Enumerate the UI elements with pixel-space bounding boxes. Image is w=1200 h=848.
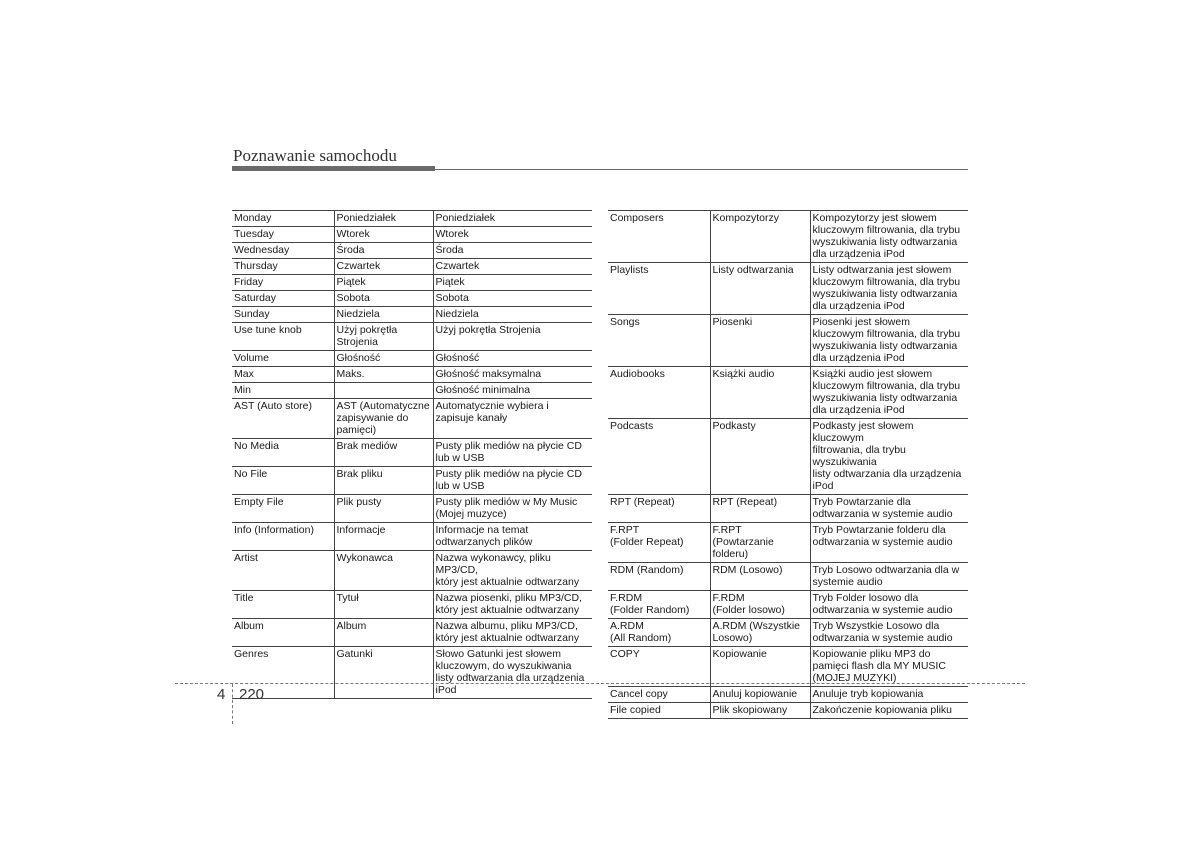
term-polish: Książki audio [710, 367, 810, 419]
term-english: Min [232, 383, 334, 399]
term-english: Songs [608, 315, 710, 367]
term-description: Tryb Wszystkie Losowo dla odtwarzania w systemie audio [810, 619, 968, 647]
term-polish: RPT (Repeat) [710, 495, 810, 523]
term-polish: A.RDM (Wszystkie Losowo) [710, 619, 810, 647]
term-polish: Wtorek [334, 227, 433, 243]
table-row [608, 211, 968, 263]
term-description: Tryb Powtarzanie dla odtwarzania w systemie audio [810, 495, 968, 523]
term-polish: RDM (Losowo) [710, 563, 810, 591]
term-english: No File [232, 467, 334, 495]
footer-divider [175, 683, 1025, 684]
term-english: No Media [232, 439, 334, 467]
term-description: Głośność minimalna [433, 383, 592, 399]
term-english: Use tune knob [232, 323, 334, 351]
term-english: F.RDM (Folder Random) [608, 591, 710, 619]
term-polish: AST (Automatyczne zapisywanie do pamięci) [334, 399, 433, 439]
terms-table-right [608, 210, 968, 719]
term-description: Sobota [433, 291, 592, 307]
terms-table-left [232, 210, 592, 699]
term-polish: Sobota [334, 291, 433, 307]
term-english: File copied [608, 703, 710, 719]
term-polish: Piosenki [710, 315, 810, 367]
term-description: Środa [433, 243, 592, 259]
table-row [608, 563, 968, 591]
term-english: A.RDM (All Random) [608, 619, 710, 647]
term-english: Podcasts [608, 419, 710, 495]
table-row [608, 703, 968, 719]
title-rule-thin [435, 169, 968, 170]
term-polish: Poniedziałek [334, 211, 433, 227]
term-description: Anuluje tryb kopiowania [810, 687, 968, 703]
term-polish: Listy odtwarzania [710, 263, 810, 315]
term-description: Informacje na temat odtwarzanych plików [433, 523, 592, 551]
term-polish: Wykonawca [334, 551, 433, 591]
term-description: Nazwa albumu, pliku MP3/CD, który jest aktualnie odtwarzany [433, 619, 592, 647]
title-rule-thick [232, 166, 435, 171]
term-english: COPY [608, 647, 710, 687]
table-row [232, 367, 592, 383]
term-description: Automatycznie wybiera i zapisuje kanały [433, 399, 592, 439]
table-row [232, 467, 592, 495]
term-english: AST (Auto store) [232, 399, 334, 439]
term-description: Głośność maksymalna [433, 367, 592, 383]
term-polish: Maks. [334, 367, 433, 383]
table-row [232, 399, 592, 439]
term-polish: Brak mediów [334, 439, 433, 467]
table-row [232, 495, 592, 523]
term-polish: Kopiowanie [710, 647, 810, 687]
term-description: Tryb Powtarzanie folderu dla odtwarzania w systemie audio [810, 523, 968, 563]
term-polish: Podkasty [710, 419, 810, 495]
term-english: Audiobooks [608, 367, 710, 419]
table-row [232, 351, 592, 367]
table-row [232, 591, 592, 619]
term-english: Album [232, 619, 334, 647]
term-polish [334, 383, 433, 399]
table-row [608, 619, 968, 647]
term-english: Title [232, 591, 334, 619]
term-english: Empty File [232, 495, 334, 523]
term-polish: Brak pliku [334, 467, 433, 495]
table-row [232, 619, 592, 647]
page-number: 220 [239, 686, 265, 703]
term-description: Nazwa wykonawcy, pliku MP3/CD, który jest aktualnie odtwarzany [433, 551, 592, 591]
term-description: Tryb Folder losowo dla odtwarzania w systemie audio [810, 591, 968, 619]
table-row [608, 315, 968, 367]
term-polish: Kompozytorzy [710, 211, 810, 263]
table-row [608, 263, 968, 315]
term-english: Genres [232, 647, 334, 699]
term-english: Composers [608, 211, 710, 263]
term-polish: Plik pusty [334, 495, 433, 523]
term-description: Poniedziałek [433, 211, 592, 227]
term-english: Saturday [232, 291, 334, 307]
table-row [232, 227, 592, 243]
table-row [608, 367, 968, 419]
term-english: Artist [232, 551, 334, 591]
term-polish: Czwartek [334, 259, 433, 275]
table-row [232, 551, 592, 591]
term-description: Podkasty jest słowem kluczowym filtrowania, dla trybu wyszukiwania listy odtwarzania dla urządzenia iPod [810, 419, 968, 495]
table-row [232, 211, 592, 227]
term-english: RDM (Random) [608, 563, 710, 591]
term-description: Wtorek [433, 227, 592, 243]
term-polish: Plik skopiowany [710, 703, 810, 719]
term-description: Piątek [433, 275, 592, 291]
table-row [232, 291, 592, 307]
term-description: Nazwa piosenki, pliku MP3/CD, który jest aktualnie odtwarzany [433, 591, 592, 619]
term-description: Pusty plik mediów w My Music (Mojej muzyce) [433, 495, 592, 523]
term-english: Cancel copy [608, 687, 710, 703]
table-row [608, 687, 968, 703]
table-row [232, 647, 592, 699]
term-polish: Anuluj kopiowanie [710, 687, 810, 703]
term-polish: Głośność [334, 351, 433, 367]
term-description: Użyj pokrętła Strojenia [433, 323, 592, 351]
term-english: RPT (Repeat) [608, 495, 710, 523]
term-polish: Użyj pokrętła Strojenia [334, 323, 433, 351]
chapter-number: 4 [217, 686, 226, 703]
term-description: Kopiowanie pliku MP3 do pamięci flash dla MY MUSIC (MOJEJ MUZYKI) [810, 647, 968, 687]
term-description: Pusty plik mediów na płycie CD lub w USB [433, 467, 592, 495]
table-row [608, 523, 968, 563]
term-polish: Piątek [334, 275, 433, 291]
term-english: Sunday [232, 307, 334, 323]
term-description: Zakończenie kopiowania pliku [810, 703, 968, 719]
term-polish: F.RDM (Folder losowo) [710, 591, 810, 619]
term-polish: Gatunki [334, 647, 433, 699]
term-english: Friday [232, 275, 334, 291]
term-polish: F.RPT (Powtarzanie folderu) [710, 523, 810, 563]
term-english: Wednesday [232, 243, 334, 259]
table-row [608, 419, 968, 495]
table-row [232, 275, 592, 291]
term-description: Pusty plik mediów na płycie CD lub w USB [433, 439, 592, 467]
table-row [608, 647, 968, 687]
footer-divider-vertical [232, 684, 233, 724]
page-title: Poznawanie samochodu [233, 146, 397, 165]
table-row [232, 259, 592, 275]
term-description: Niedziela [433, 307, 592, 323]
term-polish: Informacje [334, 523, 433, 551]
term-english: Info (Information) [232, 523, 334, 551]
table-row [608, 495, 968, 523]
term-description: Tryb Losowo odtwarzania dla w systemie audio [810, 563, 968, 591]
term-description: Słowo Gatunki jest słowem kluczowym, do wyszukiwania listy odtwarzania dla urządzenia iPod [433, 647, 592, 699]
term-polish: Niedziela [334, 307, 433, 323]
term-description: Książki audio jest słowem kluczowym filtrowania, dla trybu wyszukiwania listy odtwarzania dla urządzenia iPod [810, 367, 968, 419]
term-description: Listy odtwarzania jest słowem kluczowym filtrowania, dla trybu wyszukiwania listy odtwarzania dla urządzenia iPod [810, 263, 968, 315]
table-row [232, 523, 592, 551]
term-english: Max [232, 367, 334, 383]
term-description: Kompozytorzy jest słowem kluczowym filtrowania, dla trybu wyszukiwania listy odtwarzania dla urządzenia iPod [810, 211, 968, 263]
term-english: Thursday [232, 259, 334, 275]
table-row [232, 243, 592, 259]
table-row [232, 323, 592, 351]
term-english: Monday [232, 211, 334, 227]
term-english: F.RPT (Folder Repeat) [608, 523, 710, 563]
table-row [232, 383, 592, 399]
term-english: Playlists [608, 263, 710, 315]
term-english: Volume [232, 351, 334, 367]
table-row [232, 439, 592, 467]
table-row [232, 307, 592, 323]
term-description: Głośność [433, 351, 592, 367]
table-row [608, 591, 968, 619]
term-polish: Tytuł [334, 591, 433, 619]
term-english: Tuesday [232, 227, 334, 243]
term-description: Piosenki jest słowem kluczowym filtrowania, dla trybu wyszukiwania listy odtwarzania dla urządzenia iPod [810, 315, 968, 367]
term-polish: Album [334, 619, 433, 647]
term-description: Czwartek [433, 259, 592, 275]
term-polish: Środa [334, 243, 433, 259]
